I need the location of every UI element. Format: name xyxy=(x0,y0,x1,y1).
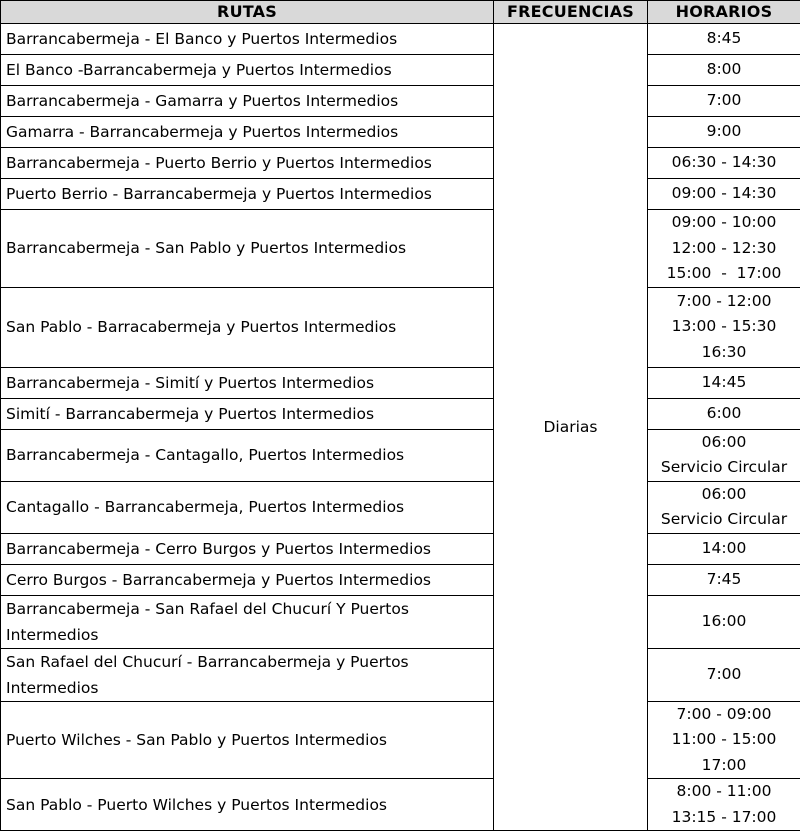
route-cell: Barrancabermeja - Puerto Berrio y Puertos Intermedios xyxy=(1,148,494,179)
table-row xyxy=(1,481,800,533)
table-row xyxy=(1,595,800,648)
schedule-cell xyxy=(648,210,800,288)
schedule-cell xyxy=(648,429,800,481)
table-row xyxy=(1,179,800,210)
schedule-time: 15:00 - 17:00 xyxy=(648,261,800,287)
route-cell: Cerro Burgos - Barrancabermeja y Puertos Intermedios xyxy=(1,564,494,595)
table-row xyxy=(1,648,800,701)
table-row xyxy=(1,210,800,288)
table-row xyxy=(1,117,800,148)
schedule-time: 7:45 xyxy=(648,567,800,593)
route-cell: Barrancabermeja - San Pablo y Puertos Intermedios xyxy=(1,210,494,288)
table-row xyxy=(1,148,800,179)
schedule-time: 6:00 xyxy=(648,401,800,427)
table-row xyxy=(1,564,800,595)
route-cell: Simití - Barrancabermeja y Puertos Intermedios xyxy=(1,398,494,429)
table-row xyxy=(1,24,800,55)
schedule-time: 13:00 - 15:30 xyxy=(648,314,800,340)
schedule-time: 06:30 - 14:30 xyxy=(648,150,800,176)
schedule-cell xyxy=(648,533,800,564)
route-cell: Cantagallo - Barrancabermeja, Puertos Intermedios xyxy=(1,481,494,533)
schedule-body xyxy=(1,24,800,831)
schedule-time: 7:00 xyxy=(648,662,800,688)
route-cell: San Rafael del Chucurí - Barrancabermeja y Puertos Intermedios xyxy=(1,648,494,701)
schedule-time: Servicio Circular xyxy=(648,455,800,481)
schedule-cell xyxy=(648,24,800,55)
schedule-time: 06:00 xyxy=(648,430,800,456)
schedule-time: 09:00 - 10:00 xyxy=(648,210,800,236)
schedule-time: 09:00 - 14:30 xyxy=(648,181,800,207)
route-cell: Barrancabermeja - San Rafael del Chucurí Y Puertos Intermedios xyxy=(1,595,494,648)
route-cell: Barrancabermeja - Gamarra y Puertos Intermedios xyxy=(1,86,494,117)
route-cell: Barrancabermeja - Cerro Burgos y Puertos Intermedios xyxy=(1,533,494,564)
schedule-cell xyxy=(648,595,800,648)
schedule-cell xyxy=(648,648,800,701)
schedule-time: 8:00 - 11:00 xyxy=(648,779,800,805)
schedule-cell xyxy=(648,701,800,779)
route-cell: Gamarra - Barrancabermeja y Puertos Intermedios xyxy=(1,117,494,148)
header-schedule: HORARIOS xyxy=(648,1,800,24)
schedule-cell xyxy=(648,86,800,117)
schedule-time: 7:00 xyxy=(648,88,800,114)
schedule-time: 8:00 xyxy=(648,57,800,83)
schedule-time: 7:00 - 12:00 xyxy=(648,289,800,315)
schedule-time: 17:00 xyxy=(648,753,800,779)
route-cell: Barrancabermeja - Cantagallo, Puertos Intermedios xyxy=(1,429,494,481)
schedule-time: 16:00 xyxy=(648,609,800,635)
schedule-cell xyxy=(648,148,800,179)
route-cell: Barrancabermeja - Simití y Puertos Intermedios xyxy=(1,367,494,398)
schedule-cell xyxy=(648,287,800,367)
table-row xyxy=(1,779,800,831)
schedule-time: 14:45 xyxy=(648,370,800,396)
header-frequency: FRECUENCIAS xyxy=(494,1,648,24)
table-row xyxy=(1,367,800,398)
table-row xyxy=(1,701,800,779)
table-row xyxy=(1,86,800,117)
table-row xyxy=(1,429,800,481)
table-row xyxy=(1,287,800,367)
route-cell: San Pablo - Barracabermeja y Puertos Intermedios xyxy=(1,287,494,367)
schedule-cell xyxy=(648,55,800,86)
schedule-cell xyxy=(648,564,800,595)
schedule-time: 14:00 xyxy=(648,536,800,562)
route-cell: San Pablo - Puerto Wilches y Puertos Intermedios xyxy=(1,779,494,831)
schedule-cell xyxy=(648,779,800,831)
table-row xyxy=(1,533,800,564)
schedule-time: 16:30 xyxy=(648,340,800,366)
route-cell: Barrancabermeja - El Banco y Puertos Intermedios xyxy=(1,24,494,55)
schedule-cell xyxy=(648,398,800,429)
schedule-time: 9:00 xyxy=(648,119,800,145)
header-routes: RUTAS xyxy=(1,1,494,24)
schedule-cell xyxy=(648,117,800,148)
frequency-cell: Diarias xyxy=(494,24,648,831)
route-cell: Puerto Wilches - San Pablo y Puertos Intermedios xyxy=(1,701,494,779)
schedule-time: 12:00 - 12:30 xyxy=(648,236,800,262)
schedule-time: 11:00 - 15:00 xyxy=(648,727,800,753)
table-row xyxy=(1,398,800,429)
schedule-time: 7:00 - 09:00 xyxy=(648,702,800,728)
schedule-time: 06:00 xyxy=(648,482,800,508)
schedule-cell xyxy=(648,481,800,533)
table-row xyxy=(1,55,800,86)
schedule-time: Servicio Circular xyxy=(648,507,800,533)
schedule-time: 13:15 - 17:00 xyxy=(648,805,800,831)
header-row xyxy=(1,1,800,24)
route-cell: Puerto Berrio - Barrancabermeja y Puertos Intermedios xyxy=(1,179,494,210)
schedule-cell xyxy=(648,179,800,210)
schedule-cell xyxy=(648,367,800,398)
route-cell: El Banco -Barrancabermeja y Puertos Intermedios xyxy=(1,55,494,86)
schedule-time: 8:45 xyxy=(648,26,800,52)
